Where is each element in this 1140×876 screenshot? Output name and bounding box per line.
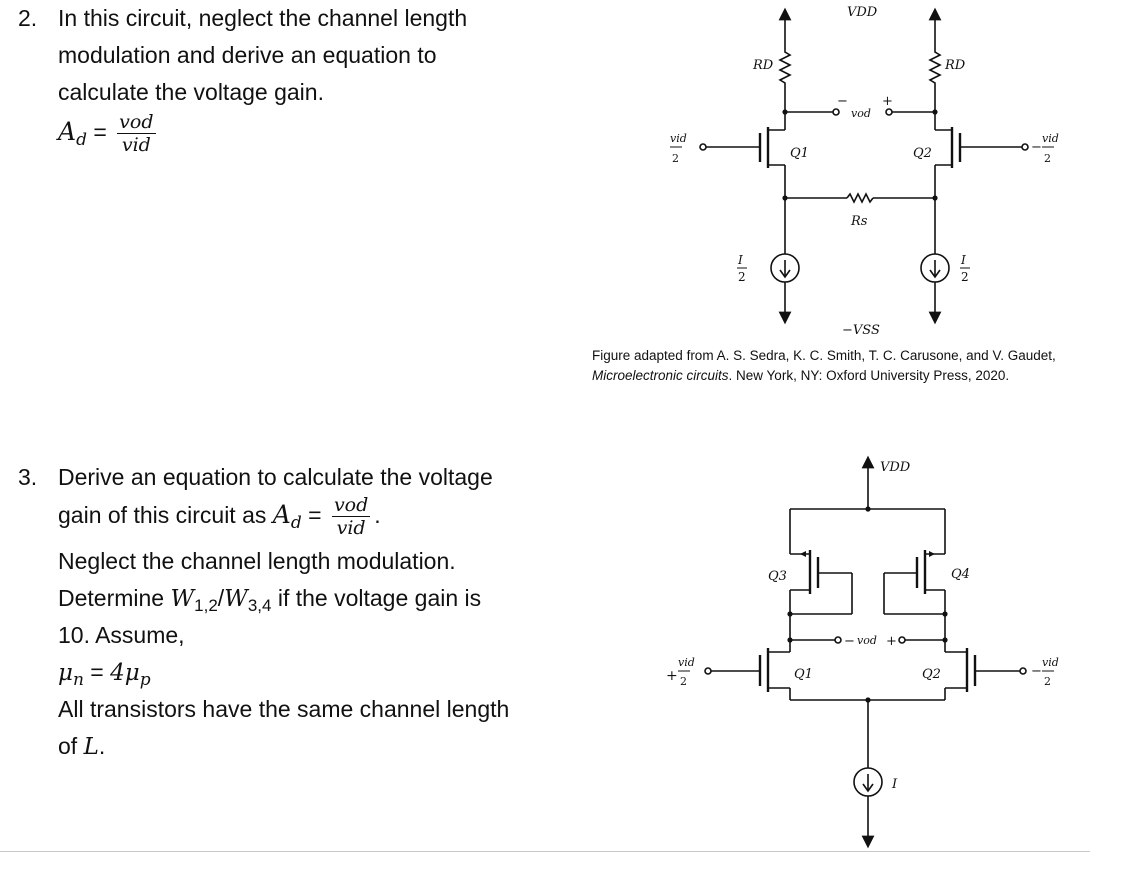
c2-vdd-label: VDD [880, 460, 911, 475]
q2-line-2: modulation and derive an equation to [58, 42, 437, 68]
c2-vid-left-den: 2 [680, 675, 687, 688]
c2-output-minus-terminal [835, 637, 841, 643]
q3-w-b-sub: 3,4 [247, 596, 272, 615]
c2-output-plus-terminal [899, 637, 905, 643]
c1-vdd-label: VDD [847, 5, 878, 20]
c2-q2-label: Q2 [922, 667, 941, 682]
c2-input-left-terminal [705, 668, 711, 674]
c1-rd-right-resistor [930, 48, 940, 112]
q3-w-a: W [170, 586, 195, 612]
q3-slash: / [217, 585, 225, 611]
q3-eq-fraction [332, 496, 370, 538]
q3-line-4 [58, 580, 509, 617]
c1-i-right-den: 2 [961, 270, 969, 284]
c1-output-minus-terminal [833, 109, 839, 115]
q3-line-8-post: . [98, 733, 106, 759]
q3-eq-lhs: A [272, 500, 291, 530]
q3-line-3: Neglect the channel length modulation. [58, 548, 456, 574]
c1-i-left-num: I [738, 253, 743, 267]
c1-vod-label: vod [851, 107, 871, 120]
c2-vid-left-sign: + [666, 668, 678, 684]
page-divider [0, 851, 1090, 852]
caption-book-title: Microelectronic circuits [592, 368, 729, 383]
q3-line-2 [58, 496, 509, 543]
c1-i-right-num: I [961, 253, 966, 267]
c1-i-left-den: 2 [738, 270, 746, 284]
figure-caption [592, 346, 1056, 386]
c2-vid-left-num: vid [678, 656, 695, 669]
q2-eq-denominator: vid [121, 134, 151, 156]
c2-input-right-terminal [1020, 668, 1026, 674]
c1-input-left-terminal [700, 144, 706, 150]
q3-eq-lhs-sub: d [290, 513, 302, 534]
caption-publisher: . New York, NY: Oxford University Press, 2020. [728, 368, 1010, 383]
q3-line-8-pre: of [58, 733, 78, 759]
q2-line-1: In this circuit, neglect the channel length [58, 5, 468, 31]
q3-line-8-var: L [83, 734, 99, 760]
q3-line-5: 10. Assume, [58, 622, 185, 648]
q2-eq-numerator: vod [119, 111, 154, 133]
q3-mu-lhs: μ [58, 660, 73, 686]
q3-w-a-sub: 1,2 [194, 596, 218, 615]
c1-q1-label: Q1 [790, 146, 809, 161]
q2-line-3: calculate the voltage gain. [58, 79, 324, 105]
q3-mobility-equation [58, 654, 509, 691]
c2-vid-right-den: 2 [1044, 675, 1051, 688]
c1-vod-plus-label: + [882, 94, 893, 109]
c1-q2-label: Q2 [913, 146, 932, 161]
c1-rd-left-label: RD [753, 58, 774, 73]
caption-line-1: Figure adapted from A. S. Sedra, K. C. Smith, T. C. Carusone, and V. Gaudet, [592, 348, 1056, 363]
c1-vid-right-sign: − [1031, 140, 1042, 155]
q3-line-7: All transistors have the same channel length [58, 696, 510, 722]
question-2-number: 2. [18, 5, 38, 31]
c1-vss-label: −VSS [842, 323, 880, 338]
q3-line-4-post: if the voltage gain is [277, 585, 482, 611]
q2-eq-equals: = [93, 119, 107, 146]
q3-line-1: Derive an equation to calculate the voltage [58, 464, 493, 490]
q3-mu-equals: = [90, 659, 104, 685]
c1-rd-left-resistor [780, 48, 790, 112]
q3-line-2-text: gain of this circuit as [58, 502, 267, 529]
q3-eq-equals: = [308, 502, 322, 529]
c1-vid-right-den: 2 [1044, 152, 1051, 165]
q3-line-8 [58, 728, 509, 765]
c2-vod-label: vod [857, 634, 877, 647]
c1-vod-minus-label: − [837, 94, 848, 109]
c1-rs-label: Rs [851, 214, 868, 229]
c2-vid-right-num: vid [1042, 656, 1059, 669]
q3-mu-rhs: 4μ [110, 660, 140, 686]
circuit-2-diagram [640, 452, 1080, 852]
q3-mu-rhs-sub: p [139, 670, 151, 690]
q3-mu-lhs-sub: n [72, 670, 84, 690]
c2-q4-label: Q4 [951, 567, 970, 582]
caption-line-2 [592, 366, 1056, 386]
c1-rd-right-label: RD [945, 58, 966, 73]
c2-q1-label: Q1 [794, 667, 813, 682]
q2-eq-lhs-sub: d [76, 130, 87, 151]
circuit-1-diagram [640, 0, 1080, 340]
c1-output-plus-terminal [886, 109, 892, 115]
q2-eq-fraction [117, 113, 155, 155]
c2-i-label: I [892, 777, 898, 792]
c1-rs-resistor [847, 194, 873, 202]
c2-q3-label: Q3 [768, 569, 787, 584]
c2-vod-minus-label: − [844, 634, 855, 649]
q2-gain-equation [58, 113, 467, 159]
c1-vid-left-num: vid [670, 132, 687, 145]
q2-eq-lhs: A [58, 117, 77, 147]
c1-input-right-terminal [1022, 144, 1028, 150]
q3-eq-period: . [374, 502, 381, 529]
c2-vid-right-sign: − [1031, 664, 1042, 679]
q3-eq-denominator: vid [336, 517, 366, 539]
q3-line-4-pre: Determine [58, 585, 165, 611]
c1-vid-right-num: vid [1042, 132, 1059, 145]
c1-vid-left-den: 2 [672, 152, 679, 165]
q3-eq-numerator: vod [333, 494, 369, 516]
q3-w-b: W [224, 586, 248, 612]
question-3-number: 3. [18, 464, 38, 490]
c2-vod-plus-label: + [886, 634, 897, 649]
